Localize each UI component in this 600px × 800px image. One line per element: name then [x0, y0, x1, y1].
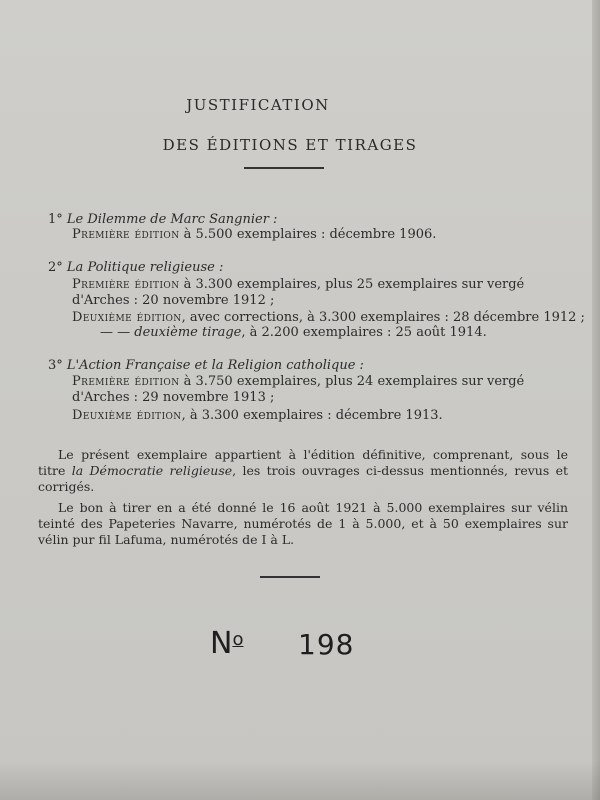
edition-text: , à 2.200 exemplaires : 25 août 1914.: [241, 325, 487, 340]
title-line-1: JUSTIFICATION: [186, 96, 330, 114]
title-line-2: DES ÉDITIONS ET TIRAGES: [162, 136, 418, 154]
edition-label: Première édition: [72, 227, 180, 242]
page-shadow: [0, 760, 600, 800]
book-title: la Démocratie religieuse: [71, 463, 233, 478]
section-3-line-2: [72, 390, 274, 406]
edition-label: Première édition: [72, 277, 180, 292]
edition-label: Première édition: [72, 374, 180, 389]
copy-number: 198: [298, 628, 355, 661]
paragraph-text: , les trois ouvrages ci-dessus mentionnés, revus et corrigés.: [38, 463, 569, 494]
section-2-line-4: [100, 325, 487, 341]
section-number: 1°: [48, 212, 63, 227]
copy-number-label: [210, 626, 243, 661]
edition-label: Deuxième édition: [72, 310, 182, 325]
section-3-heading: [48, 358, 364, 374]
edition-text: d'Arches : 20 novembre 1912 ;: [72, 293, 275, 308]
section-3-line-3: [72, 408, 443, 424]
section-2-line-3: [72, 310, 585, 326]
edition-text: , avec corrections, à 3.300 exemplaires : 28 décembre 1912 ;: [181, 310, 585, 325]
edition-label: Deuxième édition: [72, 408, 182, 423]
section-1-line-1: [72, 227, 436, 243]
number-o: o: [232, 629, 244, 650]
paragraph-edition-info: [38, 447, 568, 495]
title-rule: [244, 167, 324, 169]
edition-text: à 3.300 exemplaires, plus 25 exemplaires sur vergé: [179, 277, 525, 292]
page-edge: [592, 0, 600, 800]
paragraph-text: Le présent exemplaire appartient à l'édition définitive, comprenant, sous le titre: [38, 447, 568, 478]
separator-rule: [260, 576, 320, 578]
ditto-dashes: — —: [100, 325, 131, 340]
edition-text: à 5.500 exemplaires : décembre 1906.: [179, 227, 437, 242]
section-1-heading: [48, 212, 277, 228]
number-n: N: [210, 626, 233, 661]
section-2-line-2: [72, 293, 274, 309]
section-title: Le Dilemme de Marc Sangnier :: [66, 212, 278, 227]
section-title: La Politique religieuse :: [66, 260, 224, 275]
section-2-line-1: [72, 277, 524, 293]
paragraph-printing-info: Le bon à tirer en a été donné le 16 août 1921 à 5.000 exemplaires sur vélin teinté des Papeteries Navarre, numérotés de 1 à 5.000, et à 50 exemplaires sur vélin pur fil Lafuma, numérotés de I à L.: [38, 500, 568, 547]
section-number: 3°: [48, 358, 63, 373]
section-2-heading: [48, 260, 223, 276]
edition-text: d'Arches : 29 novembre 1913 ;: [72, 390, 275, 405]
section-number: 2°: [48, 260, 63, 275]
edition-text: à 3.750 exemplaires, plus 24 exemplaires sur vergé: [179, 374, 525, 389]
section-title: L'Action Française et la Religion catholique :: [66, 358, 364, 373]
section-3-line-1: [72, 374, 524, 390]
edition-italic: deuxième tirage: [134, 325, 242, 340]
edition-text: , à 3.300 exemplaires : décembre 1913.: [181, 408, 443, 423]
